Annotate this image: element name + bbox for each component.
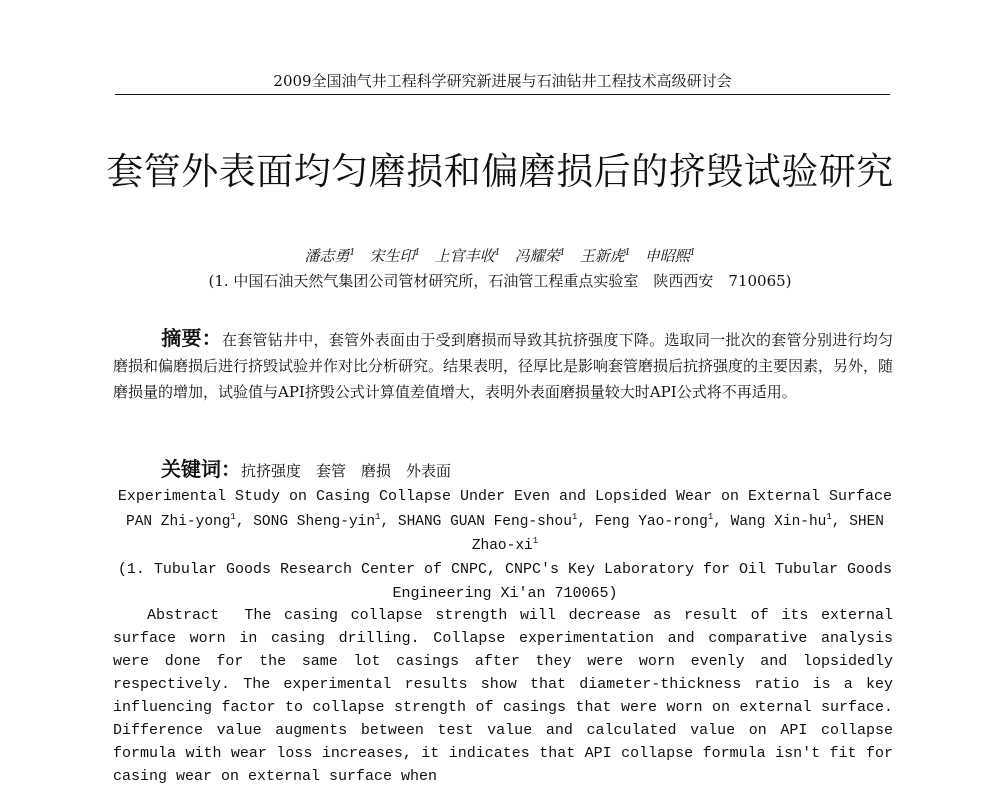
conference-name: 2009全国油气井工程科学研究新进展与石油钻井工程技术高级研讨会 xyxy=(273,72,732,90)
abstract-cn xyxy=(113,325,893,405)
english-abstract-text: The casing collapse strength will decrease as result of its external surface worn in casing drilling. Collapse experimentation and comparative analysis were done for the same lot casings after they were worn evenly and lopsidedly respectively. The experimental results show that diameter-thickness ratio is a key influencing factor to collapse strength of casings that were worn on external surface. Difference value augments between test value and calculated value on API collapse formula with wear loss increases, it indicates that API collapse formula isn't fit for casing wear on external surface when xyxy=(113,607,893,785)
author: 申昭熙$^1$ xyxy=(644,247,696,265)
author: Feng Yao-rong$^1$ xyxy=(594,512,714,530)
author: 上官丰收$^1$ xyxy=(434,247,501,265)
author: 潘志勇$^1$ xyxy=(304,247,356,265)
english-abstract xyxy=(113,604,893,788)
english-affiliation: (1. Tubular Goods Research Center of CNPC, CNPC's Key Laboratory for Oil Tubular Goods Engineering Xi'an 710065) xyxy=(117,561,893,602)
author: PAN Zhi-yong$^1$ xyxy=(126,512,236,530)
keywords-cn xyxy=(161,456,891,484)
author: 宋生印$^1$ xyxy=(369,247,421,265)
author: 冯耀荣$^1$ xyxy=(514,247,566,265)
paper-title: 套管外表面均匀磨损和偏磨损后的挤毁试验研究 xyxy=(106,149,894,193)
abstract-text: 在套管钻井中，套管外表面由于受到磨损而导致其抗挤强度下降。选取同一批次的套管分别进行均匀磨损和偏磨损后进行挤毁试验并作对比分析研究。结果表明，径厚比是影响套管磨损后抗挤强度的主要因素，另外，随磨损量的增加，试验值与API挤毁公式计算值差值增大，表明外表面磨损量较大时API公式将不再适用。 xyxy=(113,331,894,401)
english-author-list: PAN Zhi-yong$^1$, SONG Sheng-yin$^1$, SHANG GUAN Feng-shou$^1$, Feng Yao-rong$^1$, Wang Xin-$hu^1$, SHEN Zhao-$xi^1$ xyxy=(126,512,884,554)
author: SHANG GUAN Feng-shou$^1$ xyxy=(397,512,578,530)
keywords-label: 关键词： xyxy=(161,457,241,481)
abstract-label: 摘要： xyxy=(161,326,223,350)
affiliation: (1. 中国石油天然气集团公司管材研究所，石油管工程重点实验室 陕西西安 710065) xyxy=(208,272,792,290)
conference-header xyxy=(115,70,890,95)
author: SHEN Zhao-$xi^1$ xyxy=(471,514,884,554)
english-abstract-label: Abstract xyxy=(147,607,220,624)
author: 王新虎$^1$ xyxy=(579,247,631,265)
keywords-text: 抗挤强度 套管 磨损 外表面 xyxy=(241,462,452,480)
english-title: Experimental Study on Casing Collapse Under Even and Lopsided Wear on External Surface xyxy=(117,488,893,505)
author: SONG Sheng-yin$^1$ xyxy=(253,512,381,530)
author-list xyxy=(0,245,1000,267)
author: Wang Xin-$hu^1$ xyxy=(730,512,832,530)
